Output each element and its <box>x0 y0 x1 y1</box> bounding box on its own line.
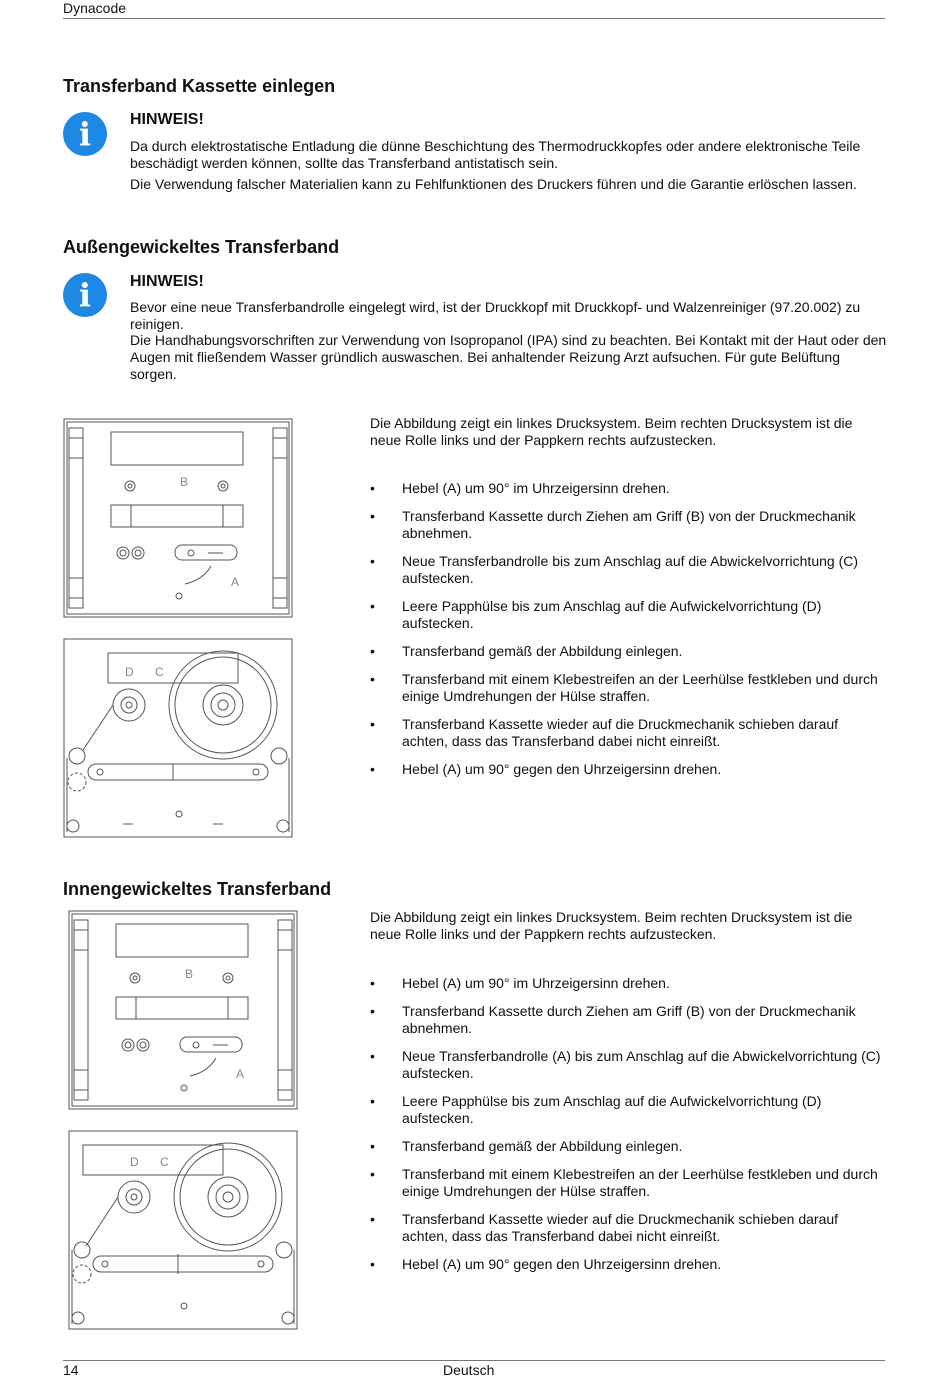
list-item: • Neue Transferbandrolle (A) bis zum Anschlag auf die Abwickelvorrichtung (C) aufstecken. <box>370 1048 885 1082</box>
list-item: • Transferband gemäß der Abbildung einlegen. <box>370 643 885 660</box>
page-number: 14 <box>63 1362 79 1378</box>
outer-steps-list <box>370 480 885 789</box>
list-item: • Leere Papphülse bis zum Anschlag auf die Aufwickelvorrichtung (D) aufstecken. <box>370 598 885 632</box>
figure-label-d: D <box>130 1155 139 1169</box>
list-item: • Hebel (A) um 90° gegen den Uhrzeigersinn drehen. <box>370 761 885 778</box>
note-paragraph: Bevor eine neue Transferbandrolle eingelegt wird, ist der Druckkopf mit Druckkopf- und Walzenreiniger (97.20.002) zu reinigen. <box>130 299 861 332</box>
cassette-top-figure-inner <box>68 910 298 1110</box>
note-paragraph: Die Handhabungsvorschriften zur Verwendung von Isopropanol (IPA) sind zu beachten. Bei Kontakt mit der Haut oder den Augen mit fließendem Wasser gründlich auswaschen. Bei anhaltender Reizung Arzt aufsuchen. Für gute Belüftung sorgen. <box>130 332 887 382</box>
footer-language: Deutsch <box>443 1362 495 1378</box>
figure-label-a: A <box>236 1067 245 1081</box>
list-item: • Transferband Kassette durch Ziehen am Griff (B) von der Druckmechanik abnehmen. <box>370 1003 885 1037</box>
header-rule <box>63 18 885 19</box>
info-icon: i <box>63 273 107 317</box>
list-item: • Hebel (A) um 90° gegen den Uhrzeigersinn drehen. <box>370 1256 885 1273</box>
list-item: • Leere Papphülse bis zum Anschlag auf die Aufwickelvorrichtung (D) aufstecken. <box>370 1093 885 1127</box>
figure-label-b: B <box>180 475 189 489</box>
outer-winding-figure <box>63 638 293 838</box>
note-title: HINWEIS! <box>130 273 204 290</box>
section-heading-inner: Innengewickeltes Transferband <box>63 879 332 899</box>
list-item: • Hebel (A) um 90° im Uhrzeigersinn drehen. <box>370 480 885 497</box>
list-item: • Neue Transferbandrolle bis zum Anschlag auf die Abwickelvorrichtung (C) aufstecken. <box>370 553 885 587</box>
figure-label-a: A <box>231 575 240 589</box>
info-icon: i <box>63 112 107 156</box>
list-item: • Transferband mit einem Klebestreifen an der Leerhülse festkleben und durch einige Umdrehungen der Hülse straffen. <box>370 1166 885 1200</box>
note-paragraph: Die Verwendung falscher Materialien kann zu Fehlfunktionen des Druckers führen und die Garantie erlöschen lassen. <box>130 176 857 192</box>
figure-intro: Die Abbildung zeigt ein linkes Drucksystem. Beim rechten Drucksystem ist die neue Rolle links und der Pappkern rechts aufzustecken. <box>370 909 853 942</box>
note-paragraph: Da durch elektrostatische Entladung die dünne Beschichtung des Thermodruckkopfes oder andere elektronische Teile beschädigt werden können, sollte das Transferband antistatisch sein. <box>130 138 861 171</box>
list-item: • Hebel (A) um 90° im Uhrzeigersinn drehen. <box>370 975 885 992</box>
note-title: HINWEIS! <box>130 111 204 128</box>
list-item: • Transferband Kassette wieder auf die Druckmechanik schieben darauf achten, dass das Transferband dabei nicht einreißt. <box>370 716 885 750</box>
section-heading-cassette: Transferband Kassette einlegen <box>63 76 336 96</box>
list-item: • Transferband Kassette wieder auf die Druckmechanik schieben darauf achten, dass das Transferband dabei nicht einreißt. <box>370 1211 885 1245</box>
figure-label-b: B <box>185 967 194 981</box>
list-item: • Transferband mit einem Klebestreifen an der Leerhülse festkleben und durch einige Umdrehungen der Hülse straffen. <box>370 671 885 705</box>
list-item: • Transferband Kassette durch Ziehen am Griff (B) von der Druckmechanik abnehmen. <box>370 508 885 542</box>
figure-intro: Die Abbildung zeigt ein linkes Drucksystem. Beim rechten Drucksystem ist die neue Rolle links und der Pappkern rechts aufzustecken. <box>370 415 853 448</box>
figure-label-c: C <box>155 665 164 679</box>
footer-rule <box>63 1360 885 1361</box>
document-title: Dynacode <box>63 0 127 16</box>
inner-steps-list <box>370 975 885 1284</box>
figure-label-d: D <box>125 665 134 679</box>
cassette-top-figure <box>63 418 293 618</box>
list-item: • Transferband gemäß der Abbildung einlegen. <box>370 1138 885 1155</box>
inner-winding-figure <box>68 1130 298 1330</box>
section-heading-outer: Außengewickeltes Transferband <box>63 237 340 257</box>
figure-label-c: C <box>160 1155 169 1169</box>
